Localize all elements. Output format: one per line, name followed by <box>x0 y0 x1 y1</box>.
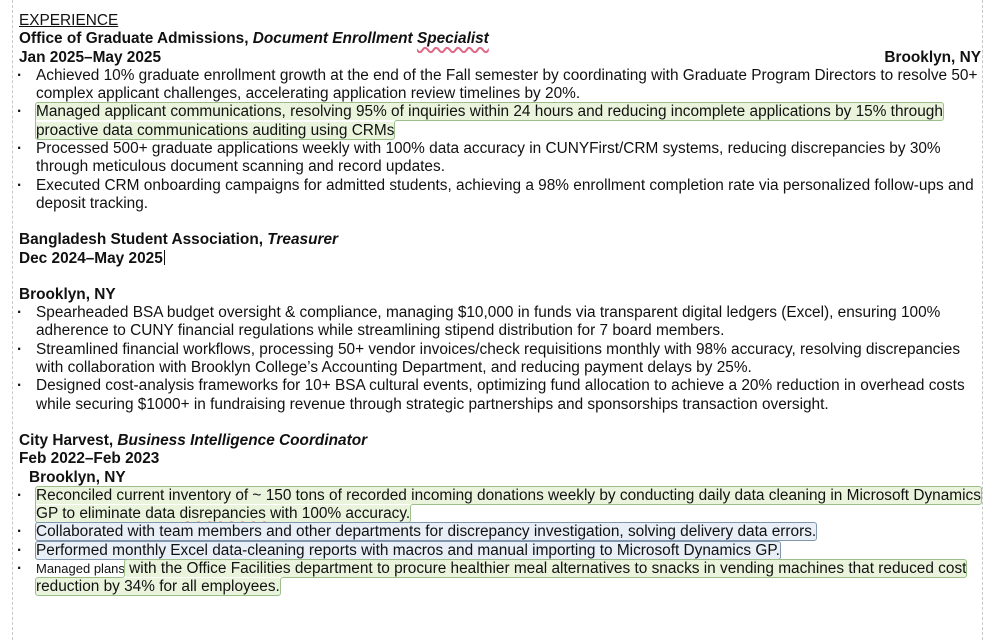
job-date-line <box>19 49 981 67</box>
bullet-list <box>19 487 981 597</box>
job-role: Treasurer <box>267 231 339 249</box>
blank-line <box>19 213 981 231</box>
job-organization: Office of Graduate Admissions, <box>19 30 253 48</box>
job-entry <box>19 30 981 213</box>
bullet-text: Achieved 10% graduate enrollment growth at the end of the Fall semester by coordinating with Graduate Program Directors to resolve 50+ complex applicant challenges, accelerating application review timelines by 20%. <box>36 66 978 103</box>
bullet-text: Executed CRM onboarding campaigns for admitted students, achieving a 98% enrollment completion rate via personalized follow-ups and deposit tracking. <box>36 176 974 212</box>
job-dates: Jan 2025–May 2025 <box>19 48 162 66</box>
suggestion-highlight[interactable]: Collaborated with team members and other departments for discrepancy investigation, solving delivery data errors. <box>36 523 817 541</box>
left-margin-guide <box>12 0 13 640</box>
bullet-item <box>19 560 981 597</box>
job-role: Business Intelligence Coordinator <box>117 431 368 449</box>
job-title-line <box>19 231 981 249</box>
bullet-item <box>19 523 981 541</box>
bullet-item <box>19 487 981 524</box>
job-organization: City Harvest, <box>19 431 118 449</box>
job-location: Brooklyn, NY <box>29 468 126 486</box>
bullet-item <box>19 177 981 214</box>
job-dates: Feb 2022–Feb 2023 <box>19 450 160 468</box>
blank-line <box>19 268 981 286</box>
job-date-line <box>19 250 981 268</box>
bullet-text: Spearheaded BSA budget oversight & compliance, managing $10,000 in funds via transparent digital ledgers (Excel), ensuring 100% adherence to CUNY financial regulations while streamlining stipend distribution for 7 board members. <box>36 304 941 340</box>
bullet-list <box>19 67 981 213</box>
bullet-item <box>19 140 981 177</box>
bullet-item <box>19 304 981 341</box>
suggestion-highlight[interactable]: Managed applicant communications, resolving 95% of inquiries within 24 hours and reducing incomplete applications by 15% through proactive data communications auditing using CRMs <box>36 103 943 139</box>
job-dates: Dec 2024–May 2025 <box>19 249 163 267</box>
bullet-text: Designed cost-analysis frameworks for 10+ BSA cultural events, optimizing fund allocation to achieve a 20% reduction in overhead costs while securing $1000+ in fundraising revenue through strategic partnerships and sponsorships transaction oversight. <box>36 377 965 413</box>
bullet-item <box>19 67 981 104</box>
right-margin-guide <box>982 0 983 640</box>
bullet-item <box>19 377 981 414</box>
job-organization: Bangladesh Student Association, <box>19 231 268 249</box>
bullet-item <box>19 103 981 140</box>
job-location: Brooklyn, NY <box>19 285 116 303</box>
spelling-flag[interactable]: Specialist <box>416 30 489 48</box>
bullet-text: Managed plans <box>36 561 125 577</box>
job-entry <box>19 432 981 597</box>
job-entry <box>19 231 981 414</box>
text-cursor <box>164 250 165 265</box>
job-title-line <box>19 432 981 450</box>
suggestion-highlight[interactable]: Reconciled current inventory of ~ 150 tons of recorded incoming donations weekly by conducting daily data cleaning in Microsoft Dynamics GP to eliminate data disrepancies with 100% accuracy. <box>36 486 981 523</box>
job-role: Document Enrollment Specialist <box>252 30 489 48</box>
section-heading: EXPERIENCE <box>19 12 119 29</box>
suggestion-highlight[interactable]: with the Office Facilities department to procure healthier meal alternatives to snacks in vending machines that reduced cost reduction by 34% for all employees. <box>36 560 967 596</box>
job-location: Brooklyn, NY <box>884 48 981 66</box>
bullet-text: Streamlined financial workflows, processing 50+ vendor invoices/check requisitions monthly with 98% accuracy, resolving discrepancies with collaboration with Brooklyn College’s Accounting Department, and reducing payment delays by 25%. <box>36 340 961 377</box>
bullet-item <box>19 341 981 378</box>
blank-line <box>19 414 981 432</box>
suggestion-highlight[interactable]: Performed monthly Excel data-cleaning reports with macros and manual importing to Microsoft Dynamics GP. <box>36 541 780 559</box>
bullet-item <box>19 542 981 560</box>
bullet-text: Processed 500+ graduate applications weekly with 100% data accuracy in CUNYFirst/CRM systems, reducing discrepancies by 30% through meticulous document scanning and record updates. <box>36 140 941 176</box>
job-title-line <box>19 30 981 48</box>
spelling-flag[interactable]: disrepancies <box>179 505 266 523</box>
document-body[interactable] <box>19 12 981 597</box>
bullet-list <box>19 304 981 414</box>
